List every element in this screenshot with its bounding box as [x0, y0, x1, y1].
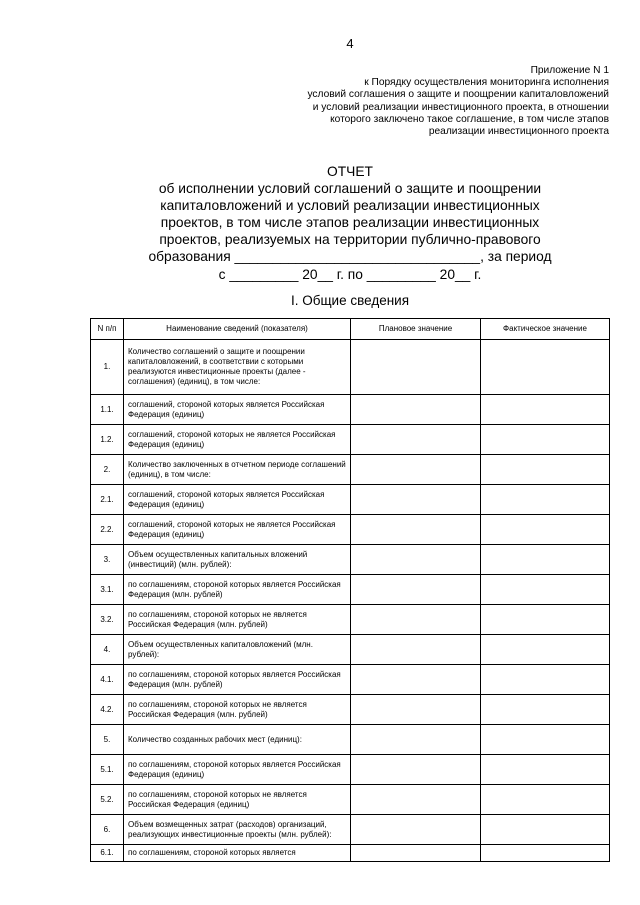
row-planned-value	[351, 340, 481, 395]
report-subtitle-line: проектов, в том числе этапов реализации инвестиционных	[160, 215, 540, 231]
row-actual-value	[481, 340, 610, 395]
table-header-row	[91, 319, 610, 340]
row-indicator-name: Объем осуществленных капиталовложений (млн. рублей):	[124, 635, 351, 665]
row-planned-value	[351, 635, 481, 665]
row-planned-value	[351, 515, 481, 545]
row-indicator-name: Объем возмещенных затрат (расходов) организаций, реализующих инвестиционные проекты (млн. рублей):	[124, 815, 351, 845]
row-number: 6.1.	[91, 845, 124, 862]
row-planned-value	[351, 575, 481, 605]
col-header-planned: Плановое значение	[351, 319, 481, 340]
row-planned-value	[351, 695, 481, 725]
row-number: 2.2.	[91, 515, 124, 545]
appendix-line: которого заключено такое соглашение, в том числе этапов	[330, 113, 609, 125]
row-number: 3.2.	[91, 605, 124, 635]
table-row	[91, 575, 610, 605]
table-row	[91, 725, 610, 755]
row-planned-value	[351, 845, 481, 862]
row-actual-value	[481, 785, 610, 815]
table-row	[91, 755, 610, 785]
row-planned-value	[351, 665, 481, 695]
table-row	[91, 665, 610, 695]
row-number: 2.1.	[91, 485, 124, 515]
table-row	[91, 845, 610, 862]
appendix-line: Приложение N 1	[530, 65, 609, 76]
row-indicator-name: Объем осуществленных капитальных вложений (инвестиций) (млн. рублей):	[124, 545, 351, 575]
row-actual-value	[481, 575, 610, 605]
section-title: I. Общие сведения	[290, 293, 410, 308]
row-actual-value	[481, 605, 610, 635]
row-number: 5.2.	[91, 785, 124, 815]
row-number: 3.	[91, 545, 124, 575]
report-subtitle-line: капиталовложений и условий реализации инвестиционных	[160, 198, 540, 214]
row-planned-value	[351, 485, 481, 515]
row-actual-value	[481, 425, 610, 455]
table-row	[91, 340, 610, 395]
table-row	[91, 455, 610, 485]
row-indicator-name: по соглашениям, стороной которых не является Российская Федерация (млн. рублей)	[124, 605, 351, 635]
table-row	[91, 515, 610, 545]
appendix-line: к Порядку осуществления мониторинга исполнения	[364, 77, 609, 89]
row-planned-value	[351, 425, 481, 455]
row-indicator-name: по соглашениям, стороной которых является Российская Федерация (единиц)	[124, 755, 351, 785]
row-indicator-name: Количество заключенных в отчетном периоде соглашений (единиц), в том числе:	[124, 455, 351, 485]
row-actual-value	[481, 545, 610, 575]
report-subtitle-line: об исполнении условий соглашений о защите и поощрении	[158, 181, 542, 197]
row-actual-value	[481, 515, 610, 545]
row-planned-value	[351, 725, 481, 755]
table-row	[91, 785, 610, 815]
col-header-number: N п/п	[91, 319, 124, 340]
row-planned-value	[351, 395, 481, 425]
report-heading	[0, 163, 640, 283]
row-number: 4.1.	[91, 665, 124, 695]
appendix-line: реализации инвестиционного проекта	[428, 126, 609, 138]
col-header-actual: Фактическое значение	[481, 319, 610, 340]
row-planned-value	[351, 755, 481, 785]
general-info-table	[90, 318, 610, 862]
row-actual-value	[481, 635, 610, 665]
row-indicator-name: по соглашениям, стороной которых не является Российская Федерация (единиц)	[124, 785, 351, 815]
row-planned-value	[351, 605, 481, 635]
row-number: 1.	[91, 340, 124, 395]
page-number: 4	[346, 36, 354, 51]
row-number: 2.	[91, 455, 124, 485]
row-indicator-name: соглашений, стороной которых не является Российская Федерация (единиц)	[124, 515, 351, 545]
row-actual-value	[481, 395, 610, 425]
table-row	[91, 545, 610, 575]
table-row	[91, 485, 610, 515]
row-indicator-name: по соглашениям, стороной которых является Российская Федерация (млн. рублей)	[124, 665, 351, 695]
table-row	[91, 815, 610, 845]
appendix-line: и условий реализации инвестиционного проекта, в отношении	[312, 101, 609, 113]
row-indicator-name: по соглашениям, стороной которых не является Российская Федерация (млн. рублей)	[124, 695, 351, 725]
row-actual-value	[481, 485, 610, 515]
row-number: 6.	[91, 815, 124, 845]
row-number: 1.1.	[91, 395, 124, 425]
row-actual-value	[481, 665, 610, 695]
table-row	[91, 605, 610, 635]
row-indicator-name: по соглашениям, стороной которых является Российская Федерация (млн. рублей)	[124, 575, 351, 605]
row-indicator-name: соглашений, стороной которых не является Российская Федерация (единиц)	[124, 425, 351, 455]
report-subtitle-line: образования ________________________________, за период	[148, 249, 552, 265]
report-subtitle	[0, 180, 640, 283]
row-actual-value	[481, 755, 610, 785]
table-row	[91, 395, 610, 425]
report-subtitle-line: с _________ 20__ г. по _________ 20__ г.	[218, 266, 482, 282]
row-indicator-name: по соглашениям, стороной которых является	[124, 845, 351, 862]
row-number: 4.2.	[91, 695, 124, 725]
row-planned-value	[351, 455, 481, 485]
col-header-name: Наименование сведений (показателя)	[124, 319, 351, 340]
row-indicator-name: Количество созданных рабочих мест (единиц):	[124, 725, 351, 755]
row-actual-value	[481, 455, 610, 485]
row-actual-value	[481, 845, 610, 862]
table-row	[91, 425, 610, 455]
row-number: 5.1.	[91, 755, 124, 785]
row-number: 4.	[91, 635, 124, 665]
row-indicator-name: соглашений, стороной которых является Российская Федерация (единиц)	[124, 485, 351, 515]
row-indicator-name: соглашений, стороной которых является Российская Федерация (единиц)	[124, 395, 351, 425]
row-actual-value	[481, 725, 610, 755]
report-subtitle-line: проектов, реализуемых на территории публично-правового	[159, 232, 541, 248]
row-number: 3.1.	[91, 575, 124, 605]
row-planned-value	[351, 815, 481, 845]
row-actual-value	[481, 695, 610, 725]
row-number: 1.2.	[91, 425, 124, 455]
row-indicator-name: Количество соглашений о защите и поощрении капиталовложений, в соответствии с которыми реализуются инвестиционные проекты (далее - соглашения) (единиц), в том числе:	[124, 340, 351, 395]
table-row	[91, 635, 610, 665]
report-title: ОТЧЕТ	[327, 164, 373, 179]
row-planned-value	[351, 785, 481, 815]
table-row	[91, 695, 610, 725]
appendix-line: условий соглашения о защите и поощрении капиталовложений	[307, 89, 609, 101]
row-planned-value	[351, 545, 481, 575]
appendix-header	[307, 65, 609, 138]
row-number: 5.	[91, 725, 124, 755]
row-actual-value	[481, 815, 610, 845]
